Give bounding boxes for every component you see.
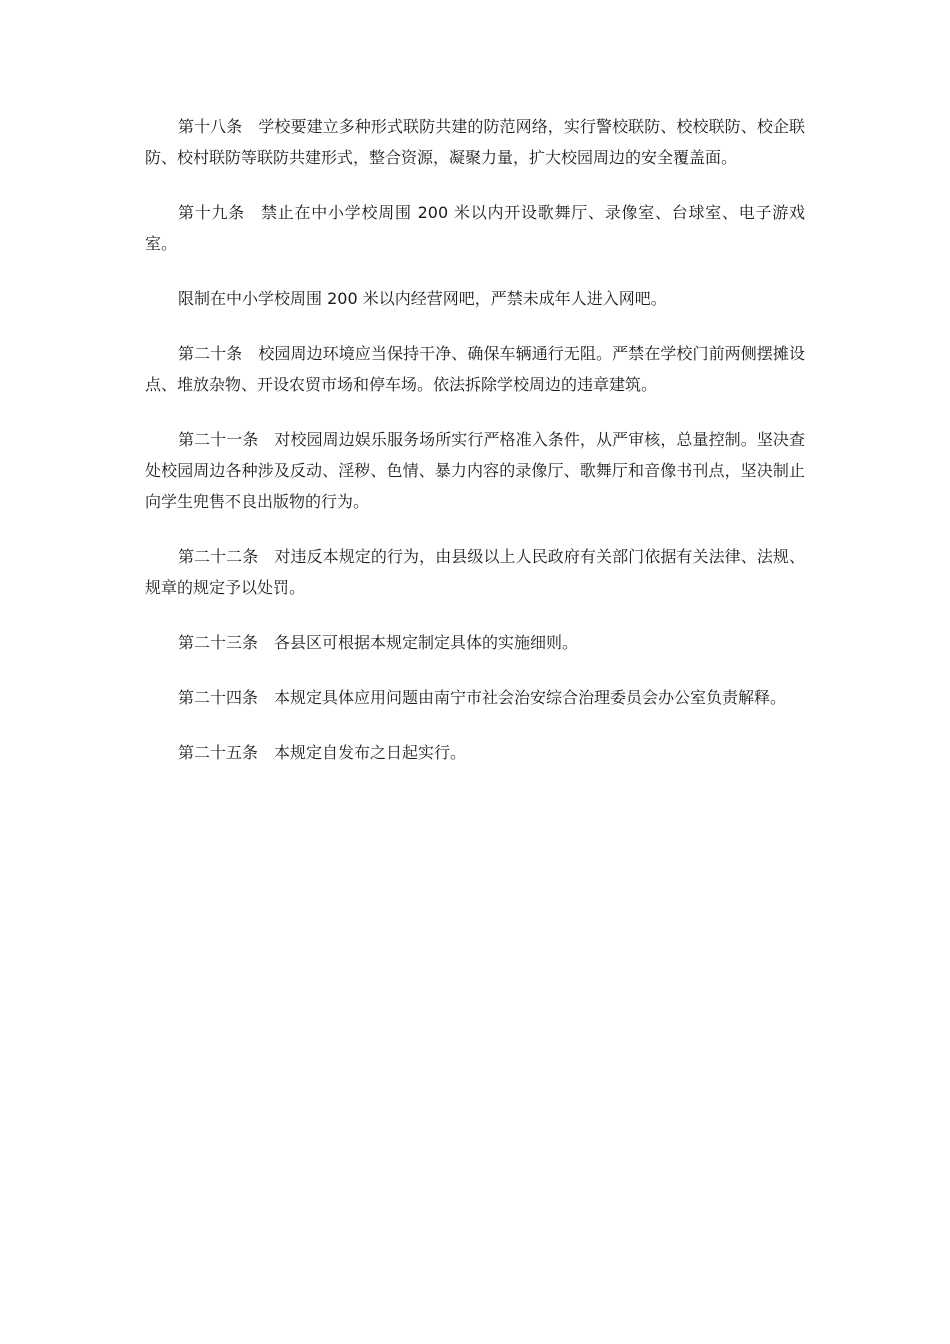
article-text: 本规定自发布之日起实行。: [274, 743, 467, 762]
article-text: 校园周边环境应当保持干净、确保车辆通行无阻。严禁在学校门前两侧摆摊设点、堆放杂物、开设农贸市场和停车场。依法拆除学校周边的违章建筑。: [145, 344, 805, 394]
article-21-paragraph: [145, 424, 805, 517]
article-number: 第十九条: [178, 203, 246, 222]
article-18-paragraph: [145, 111, 805, 173]
article-text: 对校园周边娱乐服务场所实行严格准入条件，从严审核，总量控制。坚决查处校园周边各种涉及反动、淫秽、色情、暴力内容的录像厅、歌舞厅和音像书刊点，坚决制止向学生兜售不良出版物的行为。: [145, 430, 805, 511]
article-number: 第二十三条: [178, 633, 259, 652]
article-text: 学校要建立多种形式联防共建的防范网络，实行警校联防、校校联防、校企联防、校村联防等联防共建形式，整合资源，凝聚力量，扩大校园周边的安全覆盖面。: [145, 117, 805, 167]
article-text: 对违反本规定的行为，由县级以上人民政府有关部门依据有关法律、法规、规章的规定予以处罚。: [145, 547, 805, 597]
article-text: 限制在中小学校周围 200 米以内经营网吧，严禁未成年人进入网吧。: [178, 289, 667, 308]
article-19-paragraph: [145, 197, 805, 259]
article-text: 本规定具体应用问题由南宁市社会治安综合治理委员会办公室负责解释。: [274, 688, 787, 707]
document-body: [145, 111, 805, 792]
article-number: 第二十二条: [178, 547, 259, 566]
article-number: 第二十四条: [178, 688, 259, 707]
article-24-paragraph: [145, 682, 805, 713]
article-number: 第二十条: [178, 344, 243, 363]
article-22-paragraph: [145, 541, 805, 603]
article-20-paragraph: [145, 338, 805, 400]
article-text: 禁止在中小学校周围 200 米以内开设歌舞厅、录像室、台球室、电子游戏室。: [145, 203, 805, 253]
article-number: 第二十五条: [178, 743, 259, 762]
article-number: 第十八条: [178, 117, 243, 136]
article-number: 第二十一条: [178, 430, 259, 449]
article-25-paragraph: [145, 737, 805, 768]
article-19-continued-paragraph: [145, 283, 805, 314]
article-text: 各县区可根据本规定制定具体的实施细则。: [274, 633, 579, 652]
article-23-paragraph: [145, 627, 805, 658]
